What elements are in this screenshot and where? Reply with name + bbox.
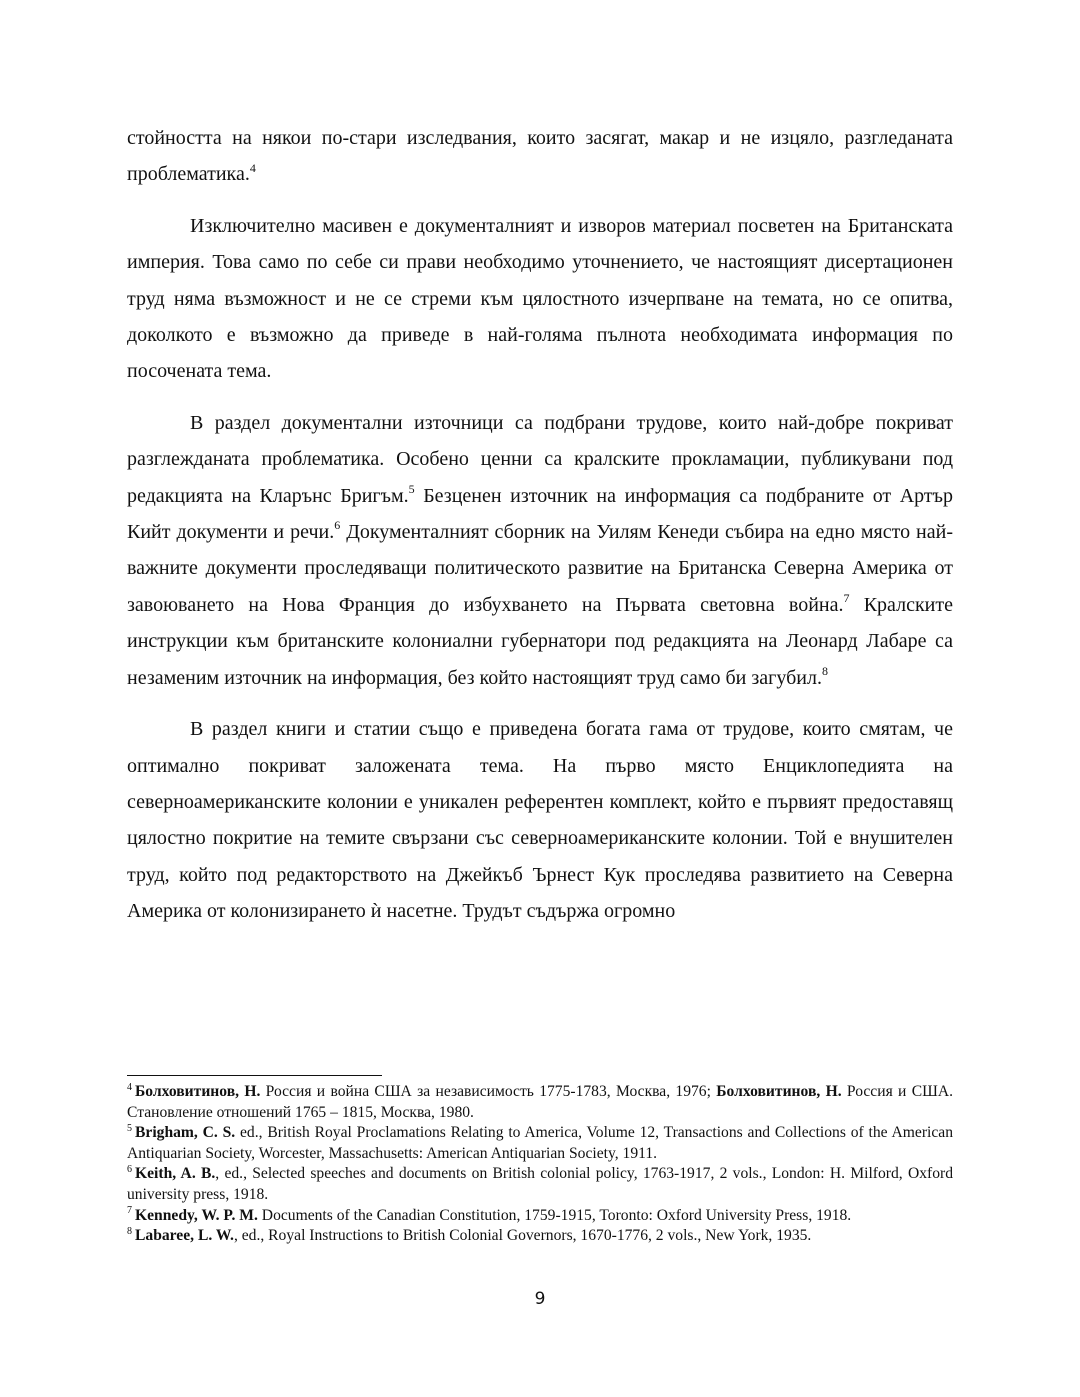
footnote-6: $^6$ Keith, A. B., ed., Selected speeches and documents on British colonial policy, 1763-1917, 2 vols., London: H. Milford, Oxford university press, 1918.: [127, 1164, 953, 1203]
footnote-ref-4[interactable]: 4: [249, 160, 256, 175]
footnote-ref-7[interactable]: 7: [843, 591, 850, 606]
footnote-ref-5[interactable]: 5: [408, 482, 415, 496]
footnote-author: Keith, A. B.: [135, 1165, 216, 1183]
footnote-7: $^7$ Kennedy, W. P. M. Documents of the Canadian Constitution, 1759-1915, Toronto: Oxford University Press, 1918.: [127, 1205, 852, 1224]
footnote-8: $^8$ Labaree, L. W., ed., Royal Instructions to British Colonial Governors, 1670-1776, 2 vols., New York, 1935.: [127, 1225, 812, 1245]
footnote-author: Болховитинов, Н.: [716, 1083, 842, 1100]
footnote-number: 5: [127, 1123, 132, 1134]
footnote-number: 8: [127, 1225, 132, 1237]
body-text: [127, 120, 953, 930]
page-number: 9: [534, 1289, 546, 1309]
footnotes: [127, 1082, 953, 1247]
footnote-ref-8[interactable]: 8: [821, 664, 828, 679]
footnote-5: $^5$ Brigham, C. S. ed., British Royal Proclamations Relating to America, Volume 12, Transactions and Collections of the American Antiquarian Society, Worcester, Massachusetts: American Antiquarian Society, 1911.: [127, 1123, 953, 1162]
footnote-separator: [127, 1075, 382, 1076]
paragraph-1: стойността на някои по-стари изследвания, които засягат, макар и не изцяло, разгледаната проблематика.$^4$: [127, 127, 953, 186]
footnote-ref-6[interactable]: 6: [334, 518, 341, 533]
paragraph-4: В раздел книги и статии също е приведена богата гама от трудове, които смятам, че оптимално покриват заложената тема. На първо място Енциклопедията на северноамериканските колонии е уникален референтен комплект, който е първият предоставящ цялостно покритие на темите свързани със северноамериканските колонии. Той е внушителен труд, който под редакторството на Джейкъб Ърнест Кук проследява развитието на Северна Америка от колонизирането ѝ насетне. Трудът съдържа огромно: [127, 718, 953, 923]
footnote-author: Labaree, L. W.: [135, 1227, 234, 1245]
footnote-author: Kennedy, W. P. M.: [135, 1206, 258, 1224]
paragraph-2: Изключително масивен е документалният и изворов материал посветен на Британската империя. Това само по себе си прави необходимо уточнението, че настоящият дисертационен труд няма възможност и не се стреми към цялостното изчерпване на темата, но се опитва, доколкото е възможно да приведе в най-голяма пълнота необходимата информация по посочената тема.: [127, 214, 953, 383]
paragraph-3: В раздел документални източници са подбрани трудове, които най-добре покриват разглежданата проблематика. Особено ценни са кралските прокламации, публикувани под редакцията на Кларънс Бригъм.$^5$ Безценен източник на информация са подбраните от Артър Кийт документи и речи.$^6$ Документалният сборник на Уилям Кенеди събира на едно място най-важните документи проследяващи политическото развитие на Британска Северна Америка от завоюването на Нова Франция до избухването на Първата световна война.$^7$ Кралските инструкции към британските колониални губернатори под редакцията на Леонард Лабаре са незаменим източник на информация, без който настоящият труд само би загубил.$^8$: [127, 411, 954, 689]
footnote-number: 7: [127, 1205, 132, 1217]
footnote-number: 6: [127, 1164, 132, 1176]
footnote-author: Brigham, C. S.: [135, 1124, 236, 1142]
footnote-author: Болховитинов, Н.: [135, 1083, 261, 1100]
footnote-number: 4: [127, 1081, 132, 1093]
footnote-4: $^4$ Болховитинов, Н. Россия и война США за независимость 1775-1783, Москва, 1976; Болховитинов, Н. Россия и США. Становление отношений 1765 – 1815, Москва, 1980.: [127, 1081, 953, 1121]
